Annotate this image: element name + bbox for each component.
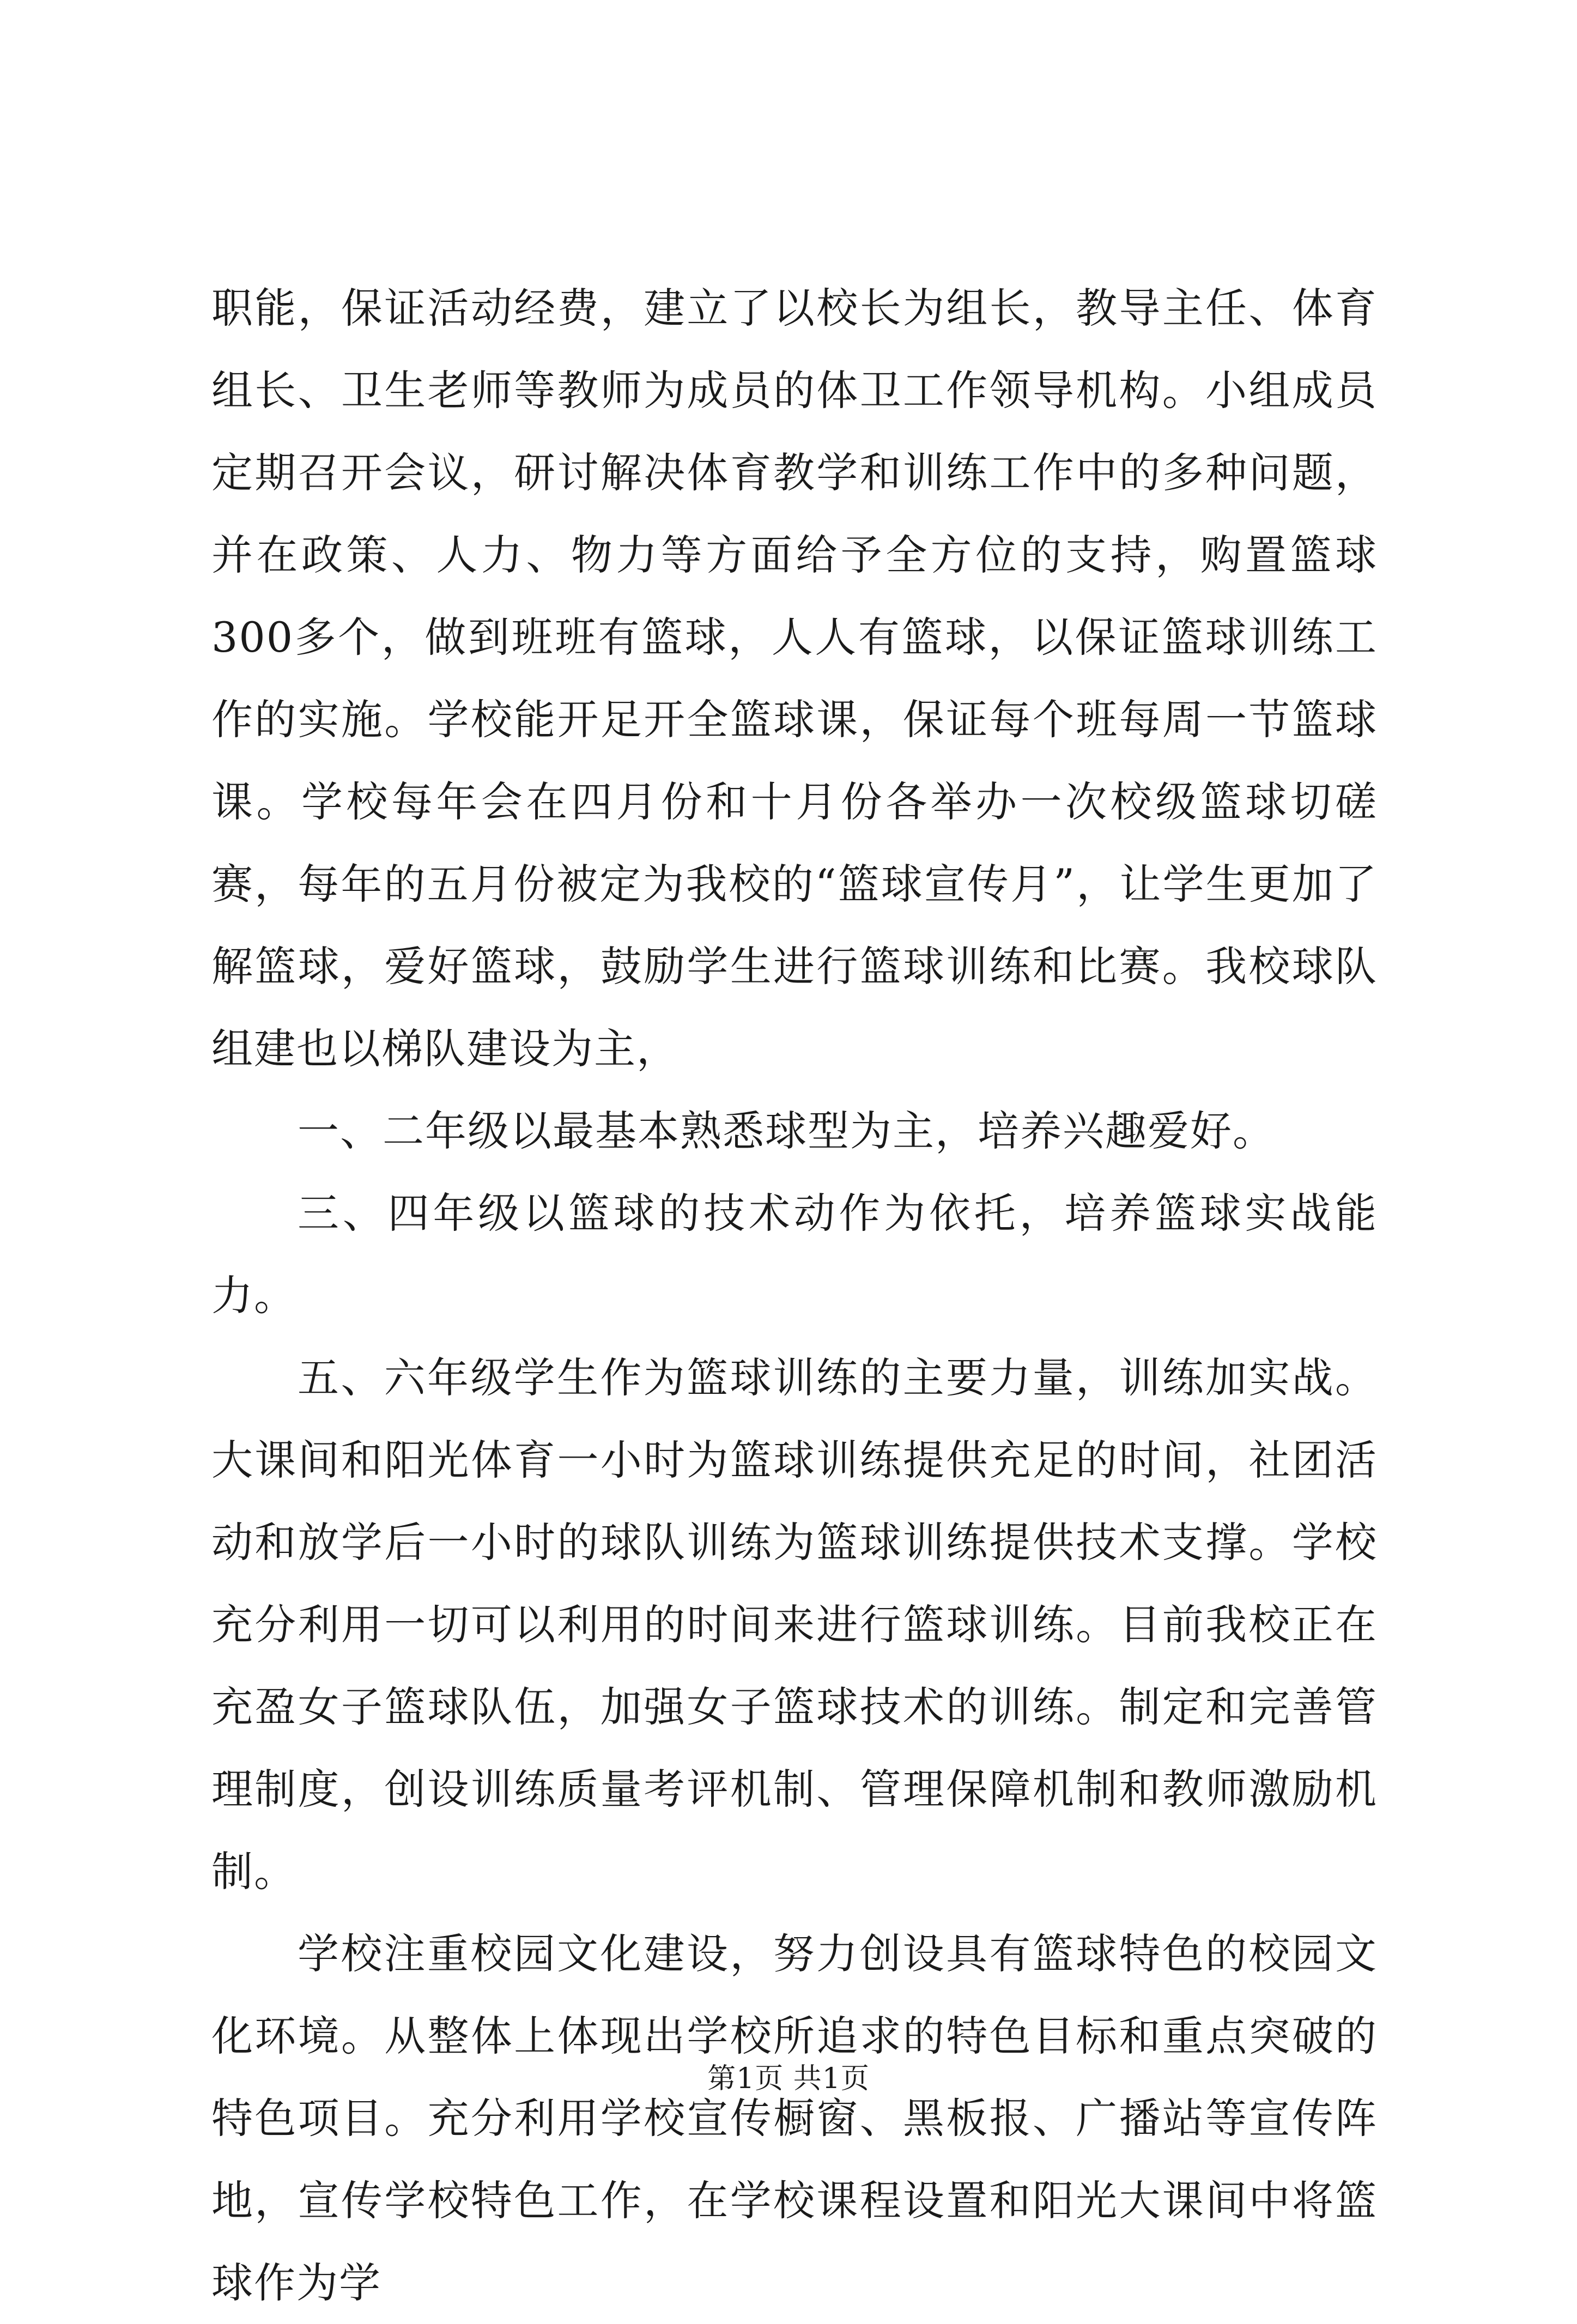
document-body <box>211 267 1378 2324</box>
paragraph-3: 三、四年级以篮球的技术动作为依托，培养篮球实战能力。 <box>211 1189 1378 1320</box>
page-footer <box>0 2060 1577 2098</box>
paragraph-5: 学校注重校园文化建设，努力创设具有篮球特色的校园文化环境。从整体上体现出学校所追求的特色目标和重点突破的特色项目。充分利用学校宣传橱窗、黑板报、广播站等宣传阵地，宣传学校特色工作，在学校课程设置和阳光大课间中将篮球作为学 <box>211 1929 1378 2307</box>
page-number-label: 第1页 共1页 <box>707 2062 870 2095</box>
paragraph-4: 五、六年级学生作为篮球训练的主要力量，训练加实战。大课间和阳光体育一小时为篮球训练提供充足的时间，社团活动和放学后一小时的球队训练为篮球训练提供技术支撑。学校充分利用一切可以利用的时间来进行篮球训练。目前我校正在充盈女子篮球队伍，加强女子篮球技术的训练。制定和完善管理制度，创设训练质量考评机制、管理保障机制和教师激励机制。 <box>211 1354 1378 1896</box>
paragraph-2: 一、二年级以最基本熟悉球型为主，培养兴趣爱好。 <box>298 1107 1275 1155</box>
paragraph-1: 职能，保证活动经费，建立了以校长为组长，教导主任、体育组长、卫生老师等教师为成员的体卫工作领导机构。小组成员定期召开会议，研讨解决体育教学和训练工作中的多种问题，并在政策、人力、物力等方面给予全方位的支持，购置篮球300多个，做到班班有篮球，人人有篮球，以保证篮球训练工作的实施。学校能开足开全篮球课，保证每个班每周一节篮球课。学校每年会在四月份和十月份各举办一次校级篮球切磋赛，每年的五月份被定为我校的“篮球宣传月”，让学生更加了解篮球，爱好篮球，鼓励学生进行篮球训练和比赛。我校球队组建也以梯队建设为主， <box>211 284 1378 1073</box>
